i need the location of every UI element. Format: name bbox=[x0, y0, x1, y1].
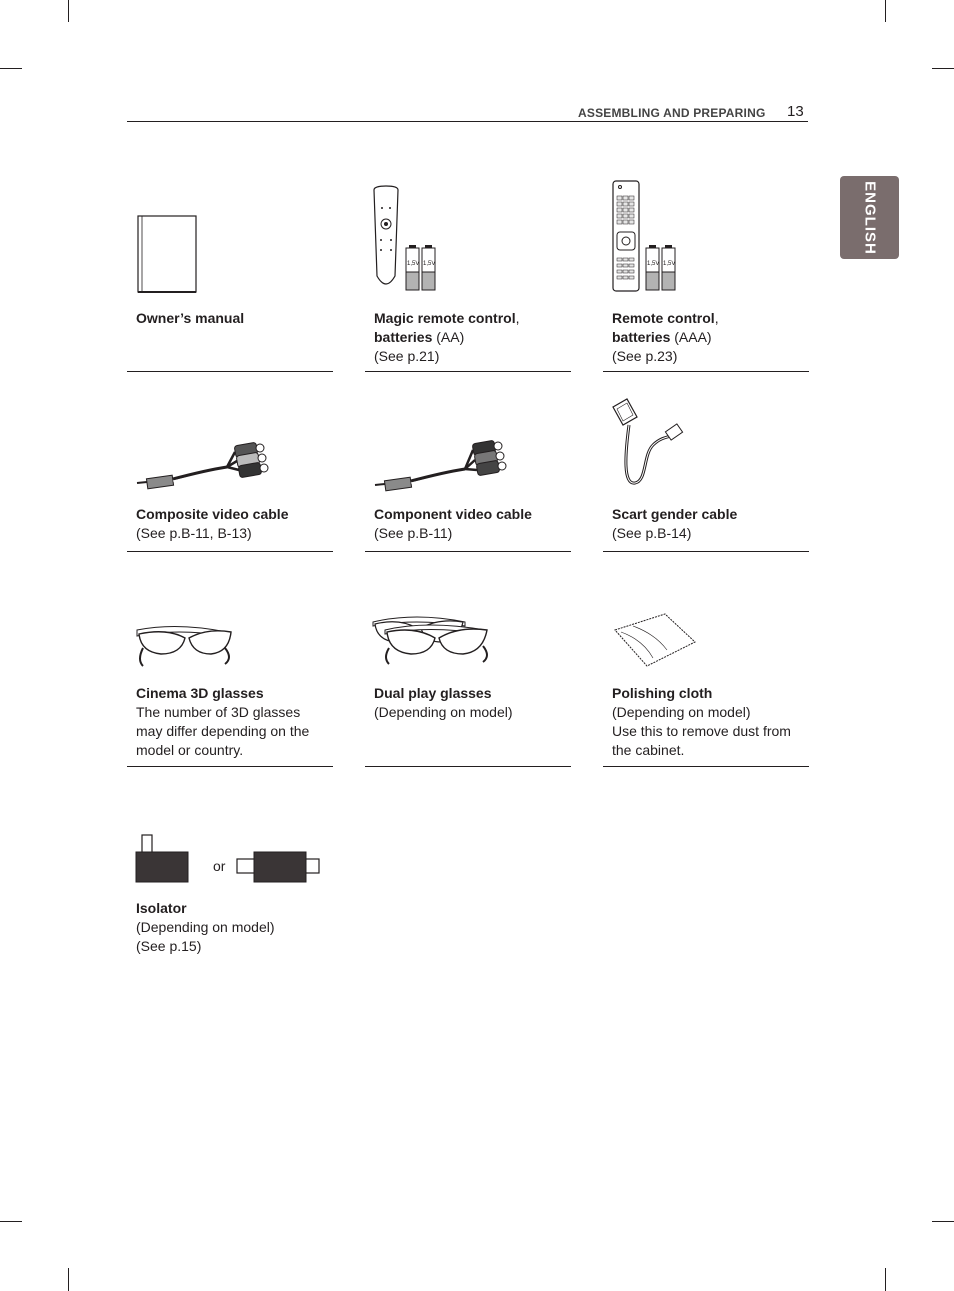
battery-label: 1,5V bbox=[647, 261, 660, 267]
crop-mark bbox=[932, 1221, 954, 1222]
item-line2-bold: batteries bbox=[374, 329, 433, 345]
remote-icon bbox=[603, 180, 809, 296]
item-line2-rest: (AAA) bbox=[670, 329, 712, 345]
item-line2: (See p.B-14) bbox=[612, 525, 692, 541]
battery-label: 1,5V bbox=[407, 261, 420, 267]
item-line2: (Depending on model) bbox=[612, 704, 751, 720]
language-tab bbox=[840, 176, 899, 259]
title-suffix: , bbox=[714, 310, 719, 326]
item-rule bbox=[603, 551, 809, 552]
composite-cable-icon bbox=[127, 420, 333, 500]
item-line2-rest: (AA) bbox=[432, 329, 465, 345]
item-line2: (Depending on model) bbox=[136, 919, 275, 935]
item-line2-bold: batteries bbox=[612, 329, 671, 345]
crop-mark bbox=[885, 0, 886, 22]
item-line3: (See p.23) bbox=[612, 348, 678, 364]
cloth-icon bbox=[603, 610, 809, 676]
item-line2: (See p.B-11, B-13) bbox=[136, 525, 252, 541]
battery-label: 1,5V bbox=[423, 261, 436, 267]
title-suffix: , bbox=[515, 310, 520, 326]
isolator-icon bbox=[127, 830, 333, 890]
page-number: 13 bbox=[787, 103, 804, 120]
crop-mark bbox=[0, 1221, 22, 1222]
item-title: Cinema 3D glasses bbox=[136, 685, 264, 701]
item-title: Scart gender cable bbox=[612, 506, 738, 522]
item-line3: Use this to remove dust from bbox=[612, 723, 791, 739]
manual-icon bbox=[127, 200, 333, 300]
crop-mark bbox=[932, 68, 954, 69]
crop-mark bbox=[885, 1268, 886, 1291]
item-rule bbox=[603, 371, 809, 372]
item-title: Component video cable bbox=[374, 506, 532, 522]
item-rule bbox=[603, 766, 809, 767]
crop-mark bbox=[0, 68, 22, 69]
item-title: Remote control bbox=[612, 310, 715, 326]
item-line2: The number of 3D glasses bbox=[136, 704, 301, 720]
item-line2: (Depending on model) bbox=[374, 704, 513, 720]
item-title: Isolator bbox=[136, 900, 187, 916]
item-rule bbox=[365, 371, 571, 372]
item-title: Magic remote control bbox=[374, 310, 516, 326]
item-line3: (See p.21) bbox=[374, 348, 440, 364]
item-line4: model or country. bbox=[136, 742, 244, 758]
magic-remote-icon bbox=[365, 180, 571, 296]
item-rule bbox=[127, 371, 333, 372]
section-title: ASSEMBLING AND PREPARING bbox=[578, 106, 766, 120]
item-title: Owner’s manual bbox=[136, 310, 245, 326]
item-rule bbox=[127, 766, 333, 767]
battery-label: 1,5V bbox=[663, 261, 676, 267]
item-line2: (See p.B-11) bbox=[374, 525, 453, 541]
item-title: Polishing cloth bbox=[612, 685, 713, 701]
component-cable-icon bbox=[365, 420, 571, 500]
crop-mark bbox=[68, 0, 69, 22]
cinema-glasses-icon bbox=[127, 610, 333, 676]
item-line4: the cabinet. bbox=[612, 742, 685, 758]
item-title: Dual play glasses bbox=[374, 685, 492, 701]
header-rule bbox=[127, 121, 808, 122]
crop-mark bbox=[68, 1268, 69, 1291]
or-label: or bbox=[213, 858, 226, 874]
dual-play-glasses-icon bbox=[365, 610, 571, 676]
item-rule bbox=[365, 551, 571, 552]
item-line3: (See p.15) bbox=[136, 938, 202, 954]
item-rule bbox=[365, 766, 571, 767]
item-title: Composite video cable bbox=[136, 506, 289, 522]
language-tab-label: ENGLISH bbox=[861, 180, 878, 255]
scart-cable-icon bbox=[603, 395, 809, 495]
item-rule bbox=[127, 551, 333, 552]
item-line3: may differ depending on the bbox=[136, 723, 310, 739]
